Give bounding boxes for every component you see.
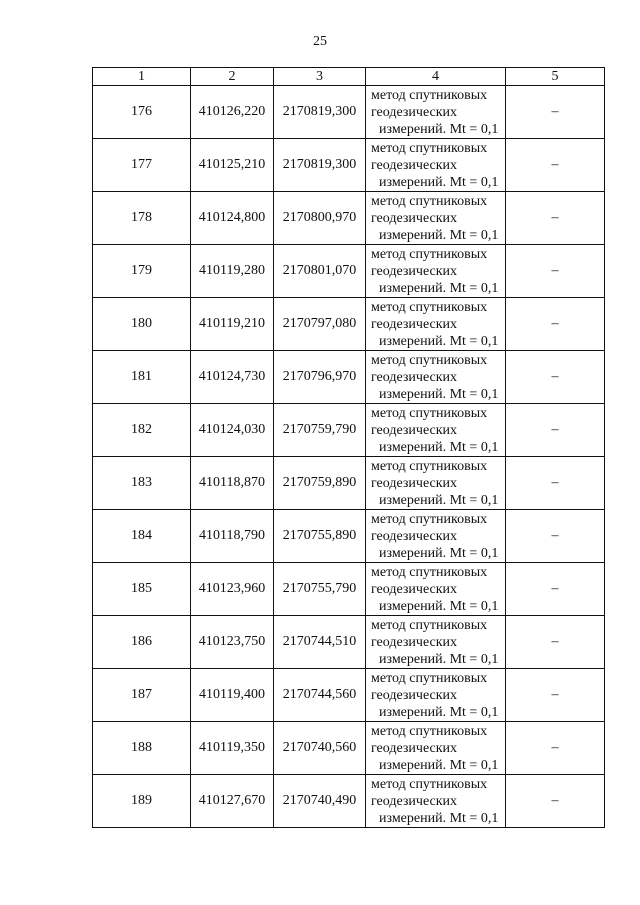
- column-5-cell: –: [506, 351, 605, 404]
- column-5-cell: –: [506, 616, 605, 669]
- method-line-3: измерений. Mt = 0,1: [379, 704, 499, 720]
- method-line-3: измерений. Mt = 0,1: [379, 598, 499, 614]
- method-line-2: геодезических: [371, 740, 458, 756]
- y-coordinate-cell: 2170755,890: [274, 510, 366, 563]
- method-line-2: геодезических: [371, 157, 458, 173]
- x-coordinate-cell: 410126,220: [191, 86, 274, 139]
- x-coordinate-cell: 410125,210: [191, 139, 274, 192]
- method-cell: [366, 722, 506, 775]
- method-cell: [366, 563, 506, 616]
- point-number-cell: 179: [93, 245, 191, 298]
- method-line-2: геодезических: [371, 581, 458, 597]
- method-line-3: измерений. Mt = 0,1: [379, 227, 499, 243]
- x-coordinate-cell: 410124,730: [191, 351, 274, 404]
- x-coordinate-cell: 410119,400: [191, 669, 274, 722]
- table-row: [93, 616, 605, 669]
- method-line-1: метод спутниковых: [371, 564, 488, 580]
- method-cell: [366, 192, 506, 245]
- y-coordinate-cell: 2170796,970: [274, 351, 366, 404]
- method-cell: [366, 616, 506, 669]
- method-line-2: геодезических: [371, 210, 458, 226]
- method-line-1: метод спутниковых: [371, 458, 488, 474]
- table-header: [93, 68, 605, 86]
- x-coordinate-cell: 410119,280: [191, 245, 274, 298]
- method-line-2: геодезических: [371, 687, 458, 703]
- y-coordinate-cell: 2170819,300: [274, 139, 366, 192]
- header-col-3: 3: [274, 68, 366, 86]
- point-number-cell: 182: [93, 404, 191, 457]
- method-line-2: геодезических: [371, 475, 458, 491]
- point-number-cell: 185: [93, 563, 191, 616]
- table-row: [93, 510, 605, 563]
- method-line-1: метод спутниковых: [371, 776, 488, 792]
- x-coordinate-cell: 410124,030: [191, 404, 274, 457]
- point-number-cell: 178: [93, 192, 191, 245]
- column-5-cell: –: [506, 192, 605, 245]
- point-number-cell: 181: [93, 351, 191, 404]
- column-5-cell: –: [506, 510, 605, 563]
- method-line-3: измерений. Mt = 0,1: [379, 757, 499, 773]
- method-line-2: геодезических: [371, 316, 458, 332]
- y-coordinate-cell: 2170759,890: [274, 457, 366, 510]
- table-row: [93, 86, 605, 139]
- y-coordinate-cell: 2170801,070: [274, 245, 366, 298]
- y-coordinate-cell: 2170797,080: [274, 298, 366, 351]
- method-line-3: измерений. Mt = 0,1: [379, 333, 499, 349]
- method-line-3: измерений. Mt = 0,1: [379, 439, 499, 455]
- y-coordinate-cell: 2170740,560: [274, 722, 366, 775]
- method-line-1: метод спутниковых: [371, 511, 488, 527]
- column-5-cell: –: [506, 563, 605, 616]
- table-row: [93, 192, 605, 245]
- method-cell: [366, 351, 506, 404]
- column-5-cell: –: [506, 775, 605, 828]
- method-cell: [366, 139, 506, 192]
- column-5-cell: –: [506, 86, 605, 139]
- table-row: [93, 722, 605, 775]
- method-cell: [366, 457, 506, 510]
- point-number-cell: 183: [93, 457, 191, 510]
- table-row: [93, 563, 605, 616]
- method-line-2: геодезических: [371, 369, 458, 385]
- method-line-2: геодезических: [371, 263, 458, 279]
- table-row: [93, 404, 605, 457]
- method-line-1: метод спутниковых: [371, 246, 488, 262]
- table-row: [93, 245, 605, 298]
- method-line-3: измерений. Mt = 0,1: [379, 492, 499, 508]
- point-number-cell: 180: [93, 298, 191, 351]
- method-line-1: метод спутниковых: [371, 670, 488, 686]
- table-row: [93, 139, 605, 192]
- method-line-3: измерений. Mt = 0,1: [379, 651, 499, 667]
- method-cell: [366, 510, 506, 563]
- method-line-3: измерений. Mt = 0,1: [379, 386, 499, 402]
- method-cell: [366, 775, 506, 828]
- y-coordinate-cell: 2170755,790: [274, 563, 366, 616]
- x-coordinate-cell: 410118,790: [191, 510, 274, 563]
- table-row: [93, 351, 605, 404]
- method-line-2: геодезических: [371, 634, 458, 650]
- column-5-cell: –: [506, 457, 605, 510]
- x-coordinate-cell: 410118,870: [191, 457, 274, 510]
- method-cell: [366, 86, 506, 139]
- method-cell: [366, 669, 506, 722]
- method-line-2: геодезических: [371, 422, 458, 438]
- method-line-3: измерений. Mt = 0,1: [379, 174, 499, 190]
- coordinates-table: [92, 67, 605, 828]
- table-row: [93, 457, 605, 510]
- table-body: [93, 86, 605, 828]
- method-line-1: метод спутниковых: [371, 87, 488, 103]
- method-line-1: метод спутниковых: [371, 352, 488, 368]
- header-col-2: 2: [191, 68, 274, 86]
- header-row: [93, 68, 605, 86]
- y-coordinate-cell: 2170744,510: [274, 616, 366, 669]
- column-5-cell: –: [506, 245, 605, 298]
- x-coordinate-cell: 410119,210: [191, 298, 274, 351]
- method-cell: [366, 245, 506, 298]
- method-cell: [366, 298, 506, 351]
- table-row: [93, 775, 605, 828]
- point-number-cell: 189: [93, 775, 191, 828]
- page-number: 25: [313, 34, 327, 49]
- method-line-3: измерений. Mt = 0,1: [379, 280, 499, 296]
- header-col-4: 4: [366, 68, 506, 86]
- method-line-1: метод спутниковых: [371, 723, 488, 739]
- point-number-cell: 176: [93, 86, 191, 139]
- point-number-cell: 186: [93, 616, 191, 669]
- header-col-1: 1: [93, 68, 191, 86]
- header-col-5: 5: [506, 68, 605, 86]
- method-line-1: метод спутниковых: [371, 193, 488, 209]
- column-5-cell: –: [506, 404, 605, 457]
- x-coordinate-cell: 410123,960: [191, 563, 274, 616]
- x-coordinate-cell: 410123,750: [191, 616, 274, 669]
- table-row: [93, 298, 605, 351]
- y-coordinate-cell: 2170800,970: [274, 192, 366, 245]
- method-line-1: метод спутниковых: [371, 140, 488, 156]
- table-row: [93, 669, 605, 722]
- y-coordinate-cell: 2170744,560: [274, 669, 366, 722]
- x-coordinate-cell: 410124,800: [191, 192, 274, 245]
- point-number-cell: 184: [93, 510, 191, 563]
- method-cell: [366, 404, 506, 457]
- method-line-3: измерений. Mt = 0,1: [379, 121, 499, 137]
- method-line-2: геодезических: [371, 793, 458, 809]
- method-line-3: измерений. Mt = 0,1: [379, 810, 499, 826]
- column-5-cell: –: [506, 669, 605, 722]
- y-coordinate-cell: 2170759,790: [274, 404, 366, 457]
- column-5-cell: –: [506, 298, 605, 351]
- method-line-1: метод спутниковых: [371, 617, 488, 633]
- method-line-2: геодезических: [371, 104, 458, 120]
- column-5-cell: –: [506, 722, 605, 775]
- y-coordinate-cell: 2170819,300: [274, 86, 366, 139]
- point-number-cell: 188: [93, 722, 191, 775]
- method-line-3: измерений. Mt = 0,1: [379, 545, 499, 561]
- point-number-cell: 177: [93, 139, 191, 192]
- y-coordinate-cell: 2170740,490: [274, 775, 366, 828]
- point-number-cell: 187: [93, 669, 191, 722]
- x-coordinate-cell: 410127,670: [191, 775, 274, 828]
- method-line-2: геодезических: [371, 528, 458, 544]
- x-coordinate-cell: 410119,350: [191, 722, 274, 775]
- method-line-1: метод спутниковых: [371, 405, 488, 421]
- method-line-1: метод спутниковых: [371, 299, 488, 315]
- column-5-cell: –: [506, 139, 605, 192]
